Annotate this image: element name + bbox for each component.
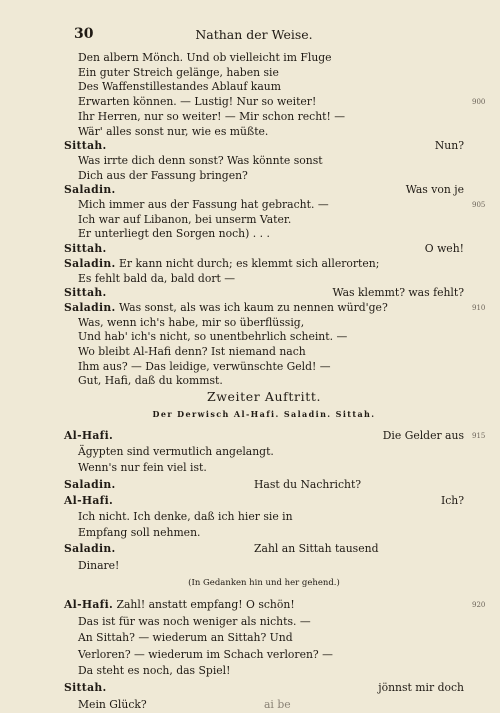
scene-persons: Der Derwisch Al-Hafi. Saladin. Sittah. [152,409,376,419]
line-text: Was klemmt? was fehlt? [332,286,464,300]
verse-line [64,444,478,460]
speaker-name: Al-Hafi. [64,429,114,442]
verse-line [64,315,478,331]
speaker-name: Al-Hafi. [64,598,114,611]
speaker-name: Sittah. [64,286,107,300]
line-text: Ägypten sind vermutlich angelangt. [78,445,274,459]
verse-line [64,153,478,169]
line-text: Was von je [405,183,464,197]
line-text: Ich? [440,493,464,507]
line-text: Ihr Herren, nur so weiter! — Mir schon recht! — [78,109,346,123]
verse-line [64,329,478,345]
verse-line [64,226,478,242]
line-text: Des Waffenstillestandes Ablauf kaum [78,80,281,94]
verse-line [64,212,478,228]
line-text: Die Gelder aus [382,429,464,442]
verse-line [64,558,478,574]
line-text: Was irrte dich denn sonst? Was könnte sonst [78,153,323,167]
line-text: O weh! [424,242,464,256]
verse-line [64,525,478,541]
line-text: Zahl an Sittah tausend [254,542,379,556]
verse-line [64,79,478,95]
line-text: Mich immer aus der Fassung hat gebracht. — [78,198,329,211]
verse-line [64,256,464,272]
line-text: Ich war auf Libanon, bei unserm Vater. [78,212,292,226]
verse-line [64,109,478,125]
scene-heading: Zweiter Auftritt. [206,389,322,404]
verse-line [64,285,464,301]
verse-line [64,168,478,184]
verse-line [64,697,478,713]
verse-line [64,241,464,257]
verse-number: 905 [472,201,486,209]
line-text: Erwarten können. — Lustig! Nur so weiter! [78,95,317,109]
speaker-name: Saladin. [64,300,116,314]
line-text: Zahl! anstatt empfang! O schön! [113,598,295,611]
line-text: jönnst mir doch [378,681,464,694]
verse-line [64,344,478,360]
line-text: Verloren? — wiederum im Schach verloren? — [78,647,333,661]
verse-line [64,647,478,663]
line-text: Das ist für was noch weniger als nichts. — [78,614,311,628]
verse-line [64,630,478,646]
line-text: Was, wenn ich's habe, mir so überflüssig, [78,315,305,329]
line-text: Ein guter Streich gelänge, haben sie [78,65,279,79]
verse-line [64,680,464,696]
line-text: Gut, Hafi, daß du kommst. [78,374,223,388]
verse-line [64,197,478,213]
verse-number: 900 [472,98,486,107]
speaker-name: Sittah. [64,242,107,256]
line-text: Wo bleibt Al-Hafi denn? Ist niemand nach [78,345,306,358]
line-text: Er kann nicht durch; es klemmt sich allerorten; [115,256,380,270]
line-text: Ihm aus? — Das leidige, verwünschte Geld! — [78,359,331,373]
verse-line [64,541,464,557]
verse-line [64,50,478,66]
line-text: Dich aus der Fassung bringen? [78,168,248,182]
speaker-name: Sittah. [64,139,107,153]
speaker-name: Sittah. [64,681,107,694]
verse-line [64,359,478,375]
line-text: Er unterliegt den Sorgen noch) . . . [78,227,270,241]
speaker-name: Saladin. [64,256,116,270]
verse-line [64,509,478,525]
verse-line [64,493,464,509]
verse-line [64,663,478,679]
running-title: Nathan der Weise. [195,27,313,42]
page-header [64,26,444,46]
line-text: Empfang soll nehmen. [78,526,201,540]
verse-line [64,124,478,140]
verse-line [64,300,464,316]
page-number: 30 [74,26,94,42]
verse-line [64,460,478,476]
verse-line [64,271,478,287]
line-text: Dinare! [78,558,120,572]
verse-number: 915 [472,432,486,440]
line-text: Wenn's nur fein viel ist. [78,461,207,475]
speaker-name: Saladin. [64,477,116,491]
verse-line [64,597,464,613]
verse-line [64,477,464,493]
line-text: Mein Glück? [78,697,147,711]
speaker-name: Saladin. [64,542,116,556]
line-text: Ich nicht. Ich denke, daß ich hier sie in [78,510,293,523]
line-text: Hast du Nachricht? [254,477,362,491]
verse-line [64,428,464,444]
line-text: Und hab' ich's nicht, so unentbehrlich scheint. — [78,330,348,344]
line-text: Was sonst, als was ich kaum zu nennen würd'ge? [115,300,388,314]
line-text: Wär' alles sonst nur, wie es müßte. [78,124,269,138]
verse-number: 920 [472,601,486,609]
stage-direction: (In Gedanken hin und her gehend.) [188,578,340,588]
verse-line [64,65,478,81]
line-text: Es fehlt bald da, bald dort — [78,271,236,285]
speaker-name: Al-Hafi. [64,493,114,507]
line-text: Nun? [434,139,464,153]
speaker-name: Saladin. [64,183,116,197]
verse-line [64,182,464,198]
verse-line [64,94,478,110]
verse-line [64,614,478,630]
verse-line [64,138,464,154]
verse-number: 910 [472,303,486,312]
line-text: Den albern Mönch. Und ob vielleicht im Fluge [78,51,332,64]
line-text: Da steht es noch, das Spiel! [78,664,231,678]
verse-line [64,373,478,389]
faded-text: ai be [264,697,291,711]
line-text: An Sittah? — wiederum an Sittah? Und [78,631,293,645]
